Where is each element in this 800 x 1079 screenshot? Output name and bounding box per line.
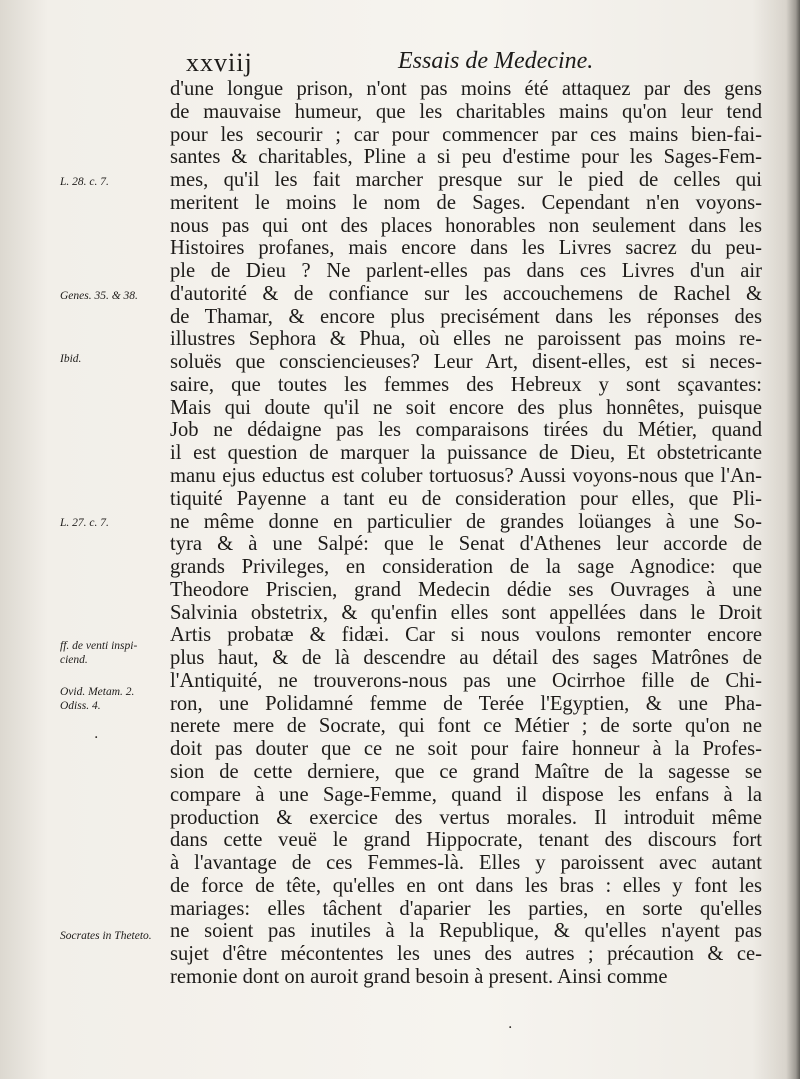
text-line: nous pas qui ont des places honorables non seulement dans les: [170, 214, 762, 237]
body-text: [170, 78, 762, 989]
text-line: dans cette veuë le grand Hippocrate, tenant des discours fort: [170, 829, 762, 852]
margin-note: Genes. 35. & 38.: [60, 290, 138, 302]
text-line: tiquité Payenne a tant eu de consideration pour elles, que Pli-: [170, 487, 762, 510]
text-line: Mais qui doute qu'il ne soit encore des plus honnêtes, puisque: [170, 396, 762, 419]
text-line: de Thamar, & encore plus precisément dans les réponses des: [170, 305, 762, 328]
running-title: Essais de Medecine.: [398, 48, 594, 74]
text-line: Histoires profanes, mais encore dans les Livres sacrez du peu-: [170, 237, 762, 260]
text-line: de mauvaise humeur, que les charitables mains qu'on leur tend: [170, 100, 762, 123]
text-line: ron, une Polidamné femme de Terée l'Egyptien, & une Pha-: [170, 692, 762, 715]
text-line: l'Antiquité, ne trouverons-nous pas une Ocirrhoe fille de Chi-: [170, 669, 762, 692]
text-line: pour les secourir ; car pour commencer par ces mains bien-fai-: [170, 123, 762, 146]
page-header: [186, 48, 766, 78]
margin-notes: [0, 0, 170, 1079]
page-edge-shadow: [786, 0, 800, 1079]
text-line: ne soient pas inutiles à la Republique, & qu'elles n'ayent pas: [170, 920, 762, 943]
text-line: grands Privileges, en consideration de la sage Agnodice: que: [170, 556, 762, 579]
text-line: meritent le moins le nom de Sages. Cependant n'en voyons-: [170, 191, 762, 214]
text-line: ne même donne en particulier de grandes loüanges à une So-: [170, 510, 762, 533]
text-line: de force de tête, qu'elles en ont dans les bras : elles y font les: [170, 874, 762, 897]
text-line: nerete mere de Socrate, qui font ce Métier ; de sorte qu'on ne: [170, 715, 762, 738]
margin-note: L. 27. c. 7.: [60, 517, 109, 529]
text-line: illustres Sephora & Phua, où elles ne paroissent pas moins re-: [170, 328, 762, 351]
text-line: Salvinia obstetrix, & qu'enfin elles sont appellées dans le Droit: [170, 601, 762, 624]
text-line: il est question de marquer la puissance de Dieu, Et obstetricante: [170, 442, 762, 465]
margin-note: ciend.: [60, 654, 88, 666]
text-line: Job ne dédaigne pas les comparaisons tirées du Métier, quand: [170, 419, 762, 442]
text-line: à l'avantage de ces Femmes-là. Elles y paroissent avec autant: [170, 852, 762, 875]
text-line: ple de Dieu ? Ne parlent-elles pas dans ces Livres d'un air: [170, 260, 762, 283]
text-line: santes & charitables, Pline a si peu d'estime pour les Sages-Fem-: [170, 146, 762, 169]
text-line: soluës que consciencieuses? Leur Art, disent-elles, est si neces-: [170, 351, 762, 374]
ink-speck: ·: [94, 730, 99, 746]
text-line: sujet d'être mécontentes les unes des autres ; précaution & ce-: [170, 943, 762, 966]
text-line: doit pas douter que ce ne soit pour faire honneur à la Profes-: [170, 738, 762, 761]
text-line: saire, que toutes les femmes des Hebreux y sont sçavantes:: [170, 373, 762, 396]
text-line: plus haut, & de là descendre au détail des sages Matrônes de: [170, 647, 762, 670]
margin-note: Ibid.: [60, 353, 82, 365]
text-line: manu ejus eductus est coluber tortuosus? Aussi voyons-nous que l'An-: [170, 465, 762, 488]
text-line: Artis probatæ & fidæi. Car si nous voulons remonter encore: [170, 624, 762, 647]
text-line: mariages: elles tâchent d'aparier les parties, en sorte qu'elles: [170, 897, 762, 920]
margin-note: ff. de venti inspi-: [60, 640, 138, 652]
text-line: d'autorité & de confiance sur les accouchemens de Rachel &: [170, 282, 762, 305]
ink-speck: ·: [508, 1020, 513, 1036]
margin-note: Socrates in Theteto.: [60, 930, 152, 942]
margin-note: Odiss. 4.: [60, 700, 101, 712]
text-line: mes, qu'il les fait marcher presque sur le pied de celles qui: [170, 169, 762, 192]
text-line: sion de cette derniere, que ce grand Maître de la sagesse se: [170, 760, 762, 783]
margin-note: L. 28. c. 7.: [60, 176, 109, 188]
text-line: compare à une Sage-Femme, quand il dispose les enfans à la: [170, 783, 762, 806]
text-line: Theodore Priscien, grand Medecin dédie ses Ouvrages à une: [170, 578, 762, 601]
text-line: production & exercice des vertus morales. Il introduit même: [170, 806, 762, 829]
page-number: xxviij: [186, 48, 253, 77]
margin-note: Ovid. Metam. 2.: [60, 686, 135, 698]
text-line: remonie dont on auroit grand besoin à present. Ainsi comme: [170, 965, 668, 988]
text-line: d'une longue prison, n'ont pas moins été attaquez par des gens: [170, 78, 762, 100]
text-line: tyra & à une Salpé: que le Senat d'Athenes leur accorde de: [170, 533, 762, 556]
